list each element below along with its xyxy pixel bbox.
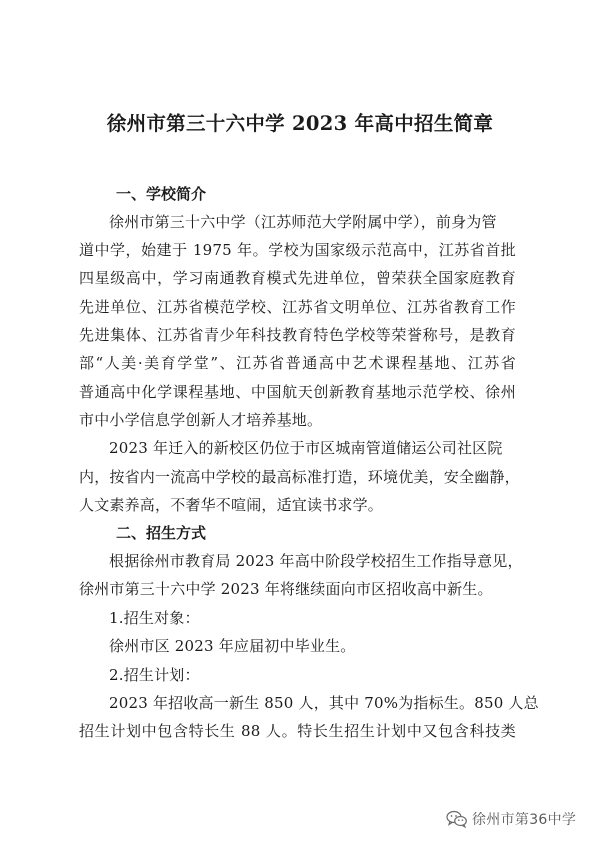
wechat-watermark xyxy=(446,809,576,829)
paragraph-line: 招生计划中包含特长生 88 人。特长生招生计划中又包含科技类 xyxy=(79,722,516,740)
section-heading-school-intro: 一、学校简介 xyxy=(116,185,207,203)
paragraph-line: 道中学，始建于 1975 年。学校为国家级示范高中，江苏省首批 xyxy=(79,241,516,259)
document-title: 徐州市第三十六中学 2023 年高中招生简章 xyxy=(106,112,494,135)
paragraph-line: 徐州市第三十六中学（江苏师范大学附属中学），前身为管 xyxy=(109,213,497,231)
paragraph-line: 四星级高中，学习南通教育模式先进单位，曾荣获全国家庭教育 xyxy=(79,269,516,287)
paragraph-line: 2023 年迁入的新校区仍位于市区城南管道储运公司社区院 xyxy=(109,439,503,457)
watermark-text: 徐州市第36中学 xyxy=(472,812,577,828)
paragraph-line: 部“人美·美育学堂”、江苏省普通高中艺术课程基地、江苏省 xyxy=(79,354,516,372)
section-heading-admission-method: 二、招生方式 xyxy=(116,524,207,542)
paragraph-line: 普通高中化学课程基地、中国航天创新教育基地示范学校、徐州 xyxy=(79,383,516,401)
paragraph-line: 人文素养高，不奢华不喧闹，适宜读书求学。 xyxy=(79,496,384,514)
paragraph-line: 市中小学信息学创新人才培养基地。 xyxy=(79,411,323,429)
paragraph-line: 徐州市第三十六中学 2023 年将继续面向市区招收高中新生。 xyxy=(79,580,493,598)
list-item-text: 徐州市区 2023 年应届初中毕业生。 xyxy=(109,637,356,655)
paragraph-line: 内，按省内一流高中学校的最高标准打造，环境优美，安全幽静， xyxy=(79,468,520,486)
paragraph-line: 2023 年招收高一新生 850 人，其中 70%为指标生。850 人总 xyxy=(109,694,539,712)
list-item-label: 1.招生对象： xyxy=(109,609,200,627)
paragraph-line: 根据徐州市教育局 2023 年高中阶段学校招生工作指导意见， xyxy=(109,552,523,570)
list-item-label: 2.招生计划： xyxy=(109,666,200,684)
paragraph-line: 先进单位、江苏省模范学校、江苏省文明单位、江苏省教育工作 xyxy=(79,298,516,316)
wechat-icon xyxy=(446,810,468,828)
paragraph-line: 先进集体、江苏省青少年科技教育特色学校等荣誉称号，是教育 xyxy=(79,326,516,344)
